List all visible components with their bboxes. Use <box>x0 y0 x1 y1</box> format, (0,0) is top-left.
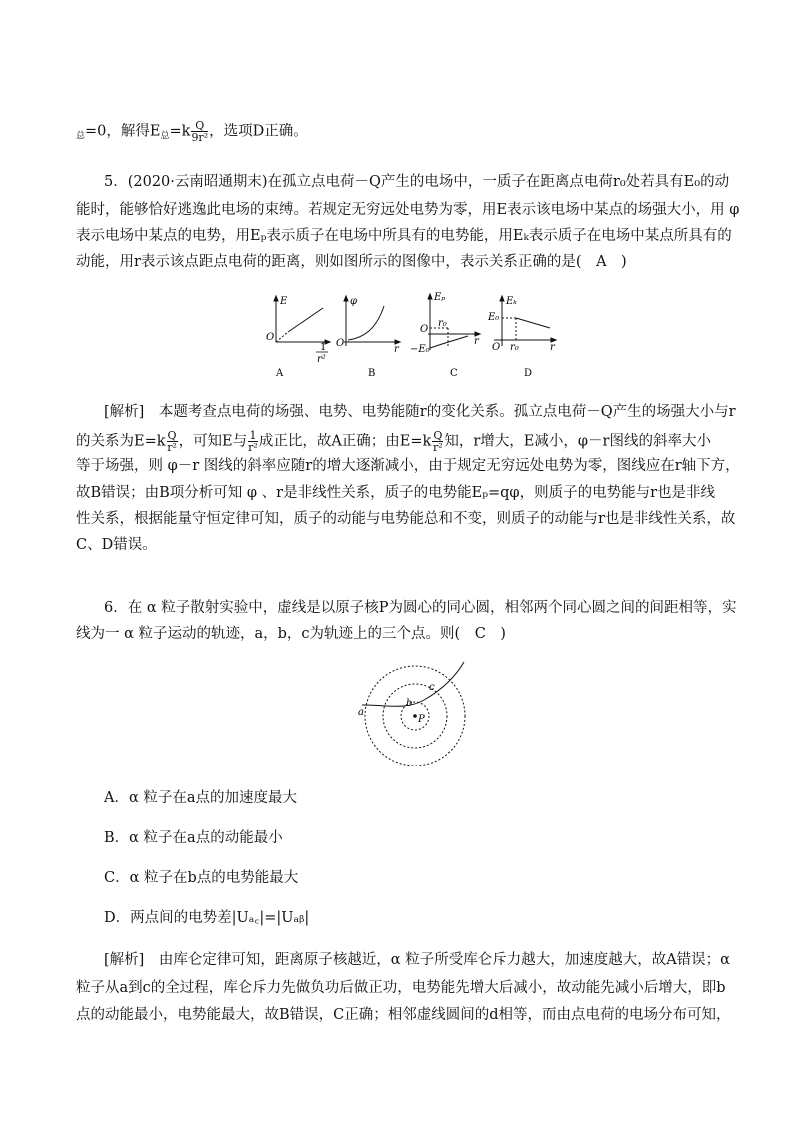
graph-a-origin: O <box>266 332 275 343</box>
subscript: 总 <box>76 131 86 142</box>
graph-d <box>494 296 556 346</box>
point-a-label: a <box>358 707 364 718</box>
a5-line-5: 性关系，根据能量守恒定律可知，质子的动能与电势能总和不变，则质子的动能与r也是非线性关系，故 <box>76 511 736 527</box>
q6-option-b: B．α 粒子在a点的动能最小 <box>104 830 283 846</box>
a5-line-1: [解析] 本题考查点电荷的场强、电势、电势能随r的变化关系。孤立点电荷－Q产生的场强大小与r <box>104 404 736 420</box>
q5-line-4: 动能，用r表示该点距点电荷的距离，则如图所示的图像中，表示关系正确的是( A ) <box>76 254 627 270</box>
graph-c-r0: r₀ <box>438 318 447 329</box>
graph-d-y-label: Eₖ <box>506 296 517 307</box>
graph-d-caption: D <box>524 368 533 379</box>
q6-option-c: C．α 粒子在b点的电势能最大 <box>104 870 299 886</box>
q5-line-1: 5．(2020·云南昭通期末)在孤立点电荷－Q产生的电场中，一质子在距离点电荷r₀处若具有E₀的动 <box>104 174 730 190</box>
q5-line-3: 表示电场中某点的电势，用Eₚ表示质子在电场中所具有的电势能，用Eₖ表示质子在电场中某点所具有的 <box>76 228 732 244</box>
fraction: $\frac{Q}{\text{9r²}}$ <box>191 119 209 144</box>
fragment-k: =k <box>169 123 191 140</box>
nucleus-dot <box>413 714 417 718</box>
a6-line-2: 粒子从a到c的全过程，库仑斥力先做负功后做正功，电势能先增大后减小，故动能先减小后增大，即b <box>76 980 726 996</box>
graph-d-r0: r₀ <box>510 342 519 353</box>
subscript-2: 总 <box>160 131 170 142</box>
q6-option-d: D．两点间的电势差|Uₐ꜀|=|Uₐᵦ| <box>104 910 310 926</box>
q6-line-1: 6．在 α 粒子散射实验中，虚线是以原子核P为圆心的同心圆，相邻两个同心圆之间的间距相等，实 <box>104 600 737 616</box>
graph-c-y-label: Eₚ <box>434 292 446 303</box>
graph-d-e0: E₀ <box>488 312 500 323</box>
point-b-label: b <box>406 698 413 709</box>
graph-b-caption: B <box>368 368 376 379</box>
point-c-label: c <box>429 682 435 693</box>
graph-d-x-label: r <box>550 342 555 353</box>
graph-c-neg-e0: −E₀ <box>410 344 430 355</box>
q6-option-a: A．α 粒子在a点的加速度最大 <box>104 790 298 806</box>
graph-a-x-num: 1 <box>320 342 327 353</box>
a5-line-2: 的关系为E=k $\frac{Q}{\text{r²}}$ ，可知E与 $\frac{1}{\text{r²}}$ 成正比，故A正确；由E=k $\frac{Q}{\text{r²}}$ 知，r增大，E减小，φ－r图线的斜率大小 <box>76 429 711 454</box>
a5-line-4: 故B错误；由B项分析可知 φ 、r是非线性关系，质子的电势能Eₚ=qφ，则质子的电势能与r也是非线 <box>76 485 716 501</box>
fragment-suffix: ，选项D正确。 <box>209 123 308 140</box>
fragment-prefix: =0，解得E <box>85 123 161 140</box>
graph-a-caption: A <box>276 368 284 379</box>
a5-line-6: C、D错误。 <box>76 537 157 553</box>
graph-c-x-label: r <box>474 336 479 347</box>
graph-b-x-label: r <box>394 344 399 355</box>
graph-a-y-label: E <box>280 296 288 307</box>
q6-figure <box>352 656 482 766</box>
graph-c-caption: C <box>450 368 458 379</box>
q5-line-2: 能时，能够恰好逃逸此电场的束缚。若规定无穷远处电势为零，用E表示该电场中某点的场强大小，用 φ <box>76 202 740 218</box>
graph-a-x-den: r² <box>317 354 326 365</box>
graph-b-origin: O <box>336 338 345 349</box>
a5-line-3: 等于场强，则 φ－r 图线的斜率应随r的增大逐渐减小，由于规定无穷远处电势为零，图线应在r轴下方， <box>76 458 740 474</box>
graph-d-origin: O <box>492 342 501 353</box>
a6-line-3: 点的动能最小，电势能最大，故B错误，C正确；相邻虚线圆间的d相等，而由点电荷的电场分布可知， <box>76 1007 731 1023</box>
graph-b-y-label: φ <box>350 296 358 307</box>
a6-line-1: [解析] 由库仑定律可知，距离原子核越近，α 粒子所受库仑斥力越大，加速度越大，故A错误；α <box>104 952 730 968</box>
graph-c-origin: O <box>420 324 429 335</box>
top-fragment <box>76 120 308 147</box>
q5-graphs-figure <box>258 290 558 382</box>
q6-line-2: 线为一 α 粒子运动的轨迹，a，b，c为轨迹上的三个点。则( C ) <box>76 626 506 642</box>
nucleus-p-label: P <box>418 714 425 725</box>
